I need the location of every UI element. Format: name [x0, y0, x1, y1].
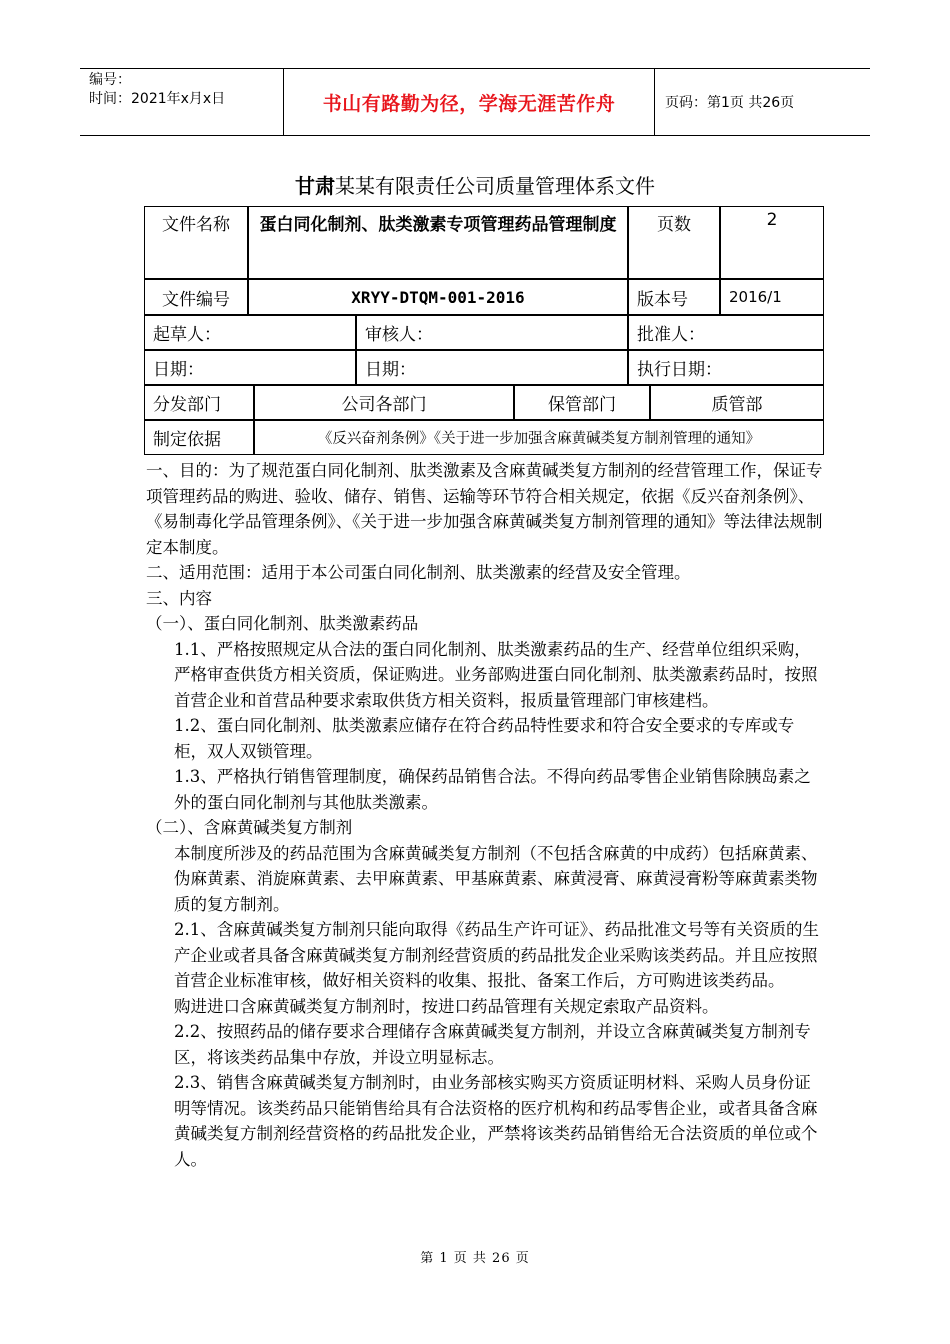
doc-code-label: 编号：: [89, 72, 131, 88]
distribution-label: 分发部门: [144, 385, 254, 420]
doc-time-label: 时间：2021年x月x日: [89, 91, 226, 107]
page-header: [80, 68, 870, 136]
clause-1-1: 1.1、严格按照规定从合法的蛋白同化制剂、肽类激素药品的生产、经营单位组织采购，严格审查供货方相关资质，保证购进。业务部购进蛋白同化制剂、肽类激素药品时，按照首营企业和首营品种要求索取供货方相关资料，报质量管理部门审核建档。: [174, 639, 818, 710]
clause-2-1-import: 购进进口含麻黄碱类复方制剂时，按进口药品管理有关规定索取产品资料。: [174, 996, 719, 1016]
title-prefix: 甘肃: [295, 174, 335, 198]
review-date-label: 日期：: [356, 350, 628, 385]
clause-1-3: 1.3、严格执行销售管理制度，确保药品销售合法。不得向药品零售企业销售除胰岛素之外的蛋白同化制剂与其他肽类激素。: [174, 767, 811, 812]
clause-2-3: 2.3、销售含麻黄碱类复方制剂时，由业务部核实购买方资质证明材料、采购人员身份证明等情况。该类药品只能销售给具有合法资格的医疗机构和药品零售企业，或者具备含麻黄碱类复方制剂经营资格的药品批发企业，严禁将该类药品销售给无合法资质的单位或个人。: [174, 1073, 818, 1169]
reviewer-label: 审核人：: [356, 315, 628, 350]
pages-value: 2: [720, 206, 824, 279]
version-value: 2016/1: [720, 279, 824, 315]
section-2-title: （二）、含麻黄碱类复方制剂: [146, 818, 353, 837]
distribution-value: 公司各部门: [254, 385, 514, 420]
file-number-value: XRYY-DTQM-001-2016: [248, 279, 628, 315]
basis-label: 制定依据: [144, 420, 254, 455]
clause-2-1: 2.1、含麻黄碱类复方制剂只能向取得《药品生产许可证》、药品批准文号等有关资质的生产企业或者具备含麻黄碱类复方制剂经营资质的药品批发企业采购该类药品。并且应按照首营企业标准审核，做好相关资料的收集、报批、备案工作后，方可购进该类药品。: [174, 920, 819, 990]
drafter-label: 起草人：: [144, 315, 356, 350]
custody-value: 质管部: [650, 385, 824, 420]
section-1-title: （一）、蛋白同化制剂、肽类激素药品: [146, 614, 419, 633]
basis-value: 《反兴奋剂条例》《关于进一步加强含麻黄碱类复方制剂管理的通知》: [254, 420, 824, 455]
pages-label: 页数: [628, 206, 720, 279]
approver-label: 批准人：: [628, 315, 824, 350]
header-motto: 书山有路勤为径，学海无涯苦作舟: [283, 69, 655, 135]
document-body: [146, 458, 826, 1172]
document-info-table: [145, 207, 825, 456]
title-rest: 某某有限责任公司质量管理体系文件: [335, 174, 655, 198]
exec-date-label: 执行日期：: [628, 350, 824, 385]
document-title: [0, 170, 950, 199]
file-name-value: 蛋白同化制剂、肽类激素专项管理药品管理制度: [248, 206, 628, 279]
file-number-label: 文件编号: [144, 279, 248, 315]
header-meta: [80, 69, 283, 135]
scope-paragraph: 二、适用范围：适用于本公司蛋白同化制剂、肽类激素的经营及安全管理。: [146, 563, 691, 582]
clause-1-2: 1.2、蛋白同化制剂、肽类激素应储存在符合药品特性要求和符合安全要求的专库或专柜，双人双锁管理。: [174, 716, 795, 761]
page-footer: 第 1 页 共 26 页: [420, 1251, 530, 1266]
purpose-paragraph: 一、目的：为了规范蛋白同化制剂、肽类激素及含麻黄碱类复方制剂的经营管理工作，保证专项管理药品的购进、验收、储存、销售、运输等环节符合相关规定，依据《反兴奋剂条例》、《易制毒化学品管理条例》、《关于进一步加强含麻黄碱类复方制剂管理的通知》等法律法规制定本制度。: [146, 461, 823, 557]
clause-2-scope: 本制度所涉及的药品范围为含麻黄碱类复方制剂（不包括含麻黄的中成药）包括麻黄素、伪麻黄素、消旋麻黄素、去甲麻黄素、甲基麻黄素、麻黄浸膏、麻黄浸膏粉等麻黄素类物质的复方制剂。: [174, 843, 818, 914]
version-label: 版本号: [628, 279, 720, 315]
draft-date-label: 日期：: [144, 350, 356, 385]
content-heading: 三、内容: [146, 588, 212, 608]
header-page-info: 页码：第1页 共26页: [665, 95, 795, 111]
clause-2-2: 2.2、按照药品的储存要求合理储存含麻黄碱类复方制剂，并设立含麻黄碱类复方制剂专区，将该类药品集中存放，并设立明显标志。: [174, 1022, 811, 1067]
custody-label: 保管部门: [514, 385, 650, 420]
file-name-label: 文件名称: [144, 206, 248, 279]
